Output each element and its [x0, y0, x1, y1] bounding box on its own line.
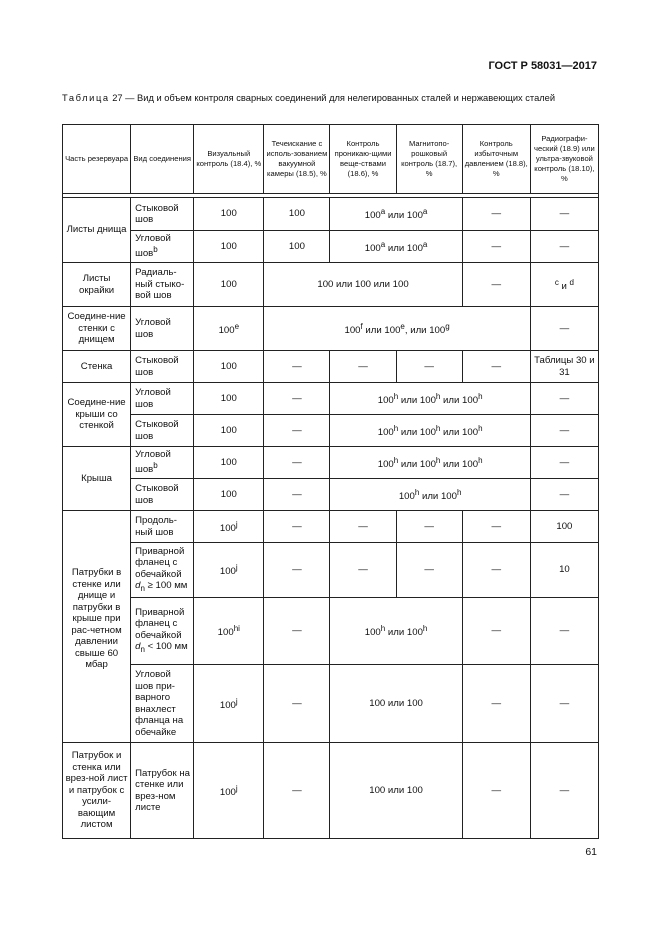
rt-cell: —	[530, 198, 598, 231]
pressure-cell: —	[462, 598, 530, 665]
rt-cell: 10	[530, 543, 598, 598]
table-row	[63, 665, 599, 743]
rt-cell: $^c$ и $^d$	[530, 263, 598, 307]
pressure-cell: —	[462, 231, 530, 263]
kind-cell: Угловой шов	[131, 307, 194, 351]
page-number: 61	[585, 846, 597, 858]
vacuum-cell: —	[264, 447, 330, 479]
col-header-visual: Визуальный контроль (18.4), %	[194, 125, 264, 194]
table-caption	[62, 92, 602, 104]
visual-cell: 100	[194, 231, 264, 263]
rt-cell: —	[530, 447, 598, 479]
pm-cell: 100$^a$ или 100$^a$	[330, 231, 462, 263]
part-cell: Патрубок и стенка или врез-ной лист и патрубок с усили-вающим листом	[63, 743, 131, 839]
kind-cell: Стыковой шов	[131, 415, 194, 447]
col-header-pressure: Контроль избыточным давлением (18.8), %	[462, 125, 530, 194]
part-cell: Патрубки в стенке или днище и патрубки в крыше при рас-четном давлении свыше 60 мбар	[63, 511, 131, 743]
col-header-penetrant: Контроль проникаю-щими веще-ствами (18.6), %	[330, 125, 396, 194]
col-header-vacuum: Течеискание с исполь-зованием вакуумной камеры (18.5), %	[264, 125, 330, 194]
pm-cell: 100 или 100	[330, 743, 462, 839]
vacuum-cell: —	[264, 598, 330, 665]
kind-cell: Угловой шов	[131, 383, 194, 415]
table-row	[63, 598, 599, 665]
vacuum-cell: —	[264, 543, 330, 598]
col-header-radiographic: Радиографи-ческий (18.9) или ультра-звуковой контроль (18.10), %	[530, 125, 598, 194]
rt-cell: —	[530, 743, 598, 839]
rt-cell: —	[530, 479, 598, 511]
table-row	[63, 447, 599, 479]
vacuum-cell: —	[264, 351, 330, 383]
col-header-kind: Вид соединения	[131, 125, 194, 194]
table-row	[63, 479, 599, 511]
rt-cell: —	[530, 415, 598, 447]
visual-cell: 100$^j$	[194, 543, 264, 598]
kind-cell: Радиаль-ный стыко-вой шов	[131, 263, 194, 307]
inspection-table	[62, 124, 599, 839]
table-row	[63, 263, 599, 307]
visual-cell: 100$^j$	[194, 665, 264, 743]
table-row	[63, 307, 599, 351]
table-row	[63, 231, 599, 263]
pm-cell: 100$^h$ или 100$^h$ или 100$^h$	[330, 383, 530, 415]
part-cell: Стенка	[63, 351, 131, 383]
col-header-magnetic: Магнитопо-рошковый контроль (18.7), %	[396, 125, 462, 194]
visual-cell: 100	[194, 415, 264, 447]
vacuum-cell: —	[264, 743, 330, 839]
pm-cell: 100$^f$ или 100e, или 100$^g$	[264, 307, 530, 351]
caption-label: Таблица	[62, 93, 110, 103]
kind-cell: Угловой шов$^b$	[131, 231, 194, 263]
pressure-cell: —	[462, 665, 530, 743]
table-row	[63, 543, 599, 598]
vacuum-cell: —	[264, 479, 330, 511]
part-cell: Соедине-ние крыши со стенкой	[63, 383, 131, 447]
pm-cell: 100 или 100	[330, 665, 462, 743]
document-code: ГОСТ Р 58031—2017	[488, 60, 597, 72]
table-row	[63, 511, 599, 543]
penetrant-cell: —	[330, 543, 396, 598]
rt-cell: —	[530, 307, 598, 351]
pressure-cell: —	[462, 511, 530, 543]
vacuum-cell: —	[264, 383, 330, 415]
part-cell: Листы днища	[63, 198, 131, 263]
vacuum-cell: 100	[264, 231, 330, 263]
pressure-cell: —	[462, 263, 530, 307]
part-cell: Крыша	[63, 447, 131, 511]
kind-cell: Патрубок на стенке или врез-ном листе	[131, 743, 194, 839]
rt-cell: Таблицы 30 и 31	[530, 351, 598, 383]
visual-cell: 100	[194, 479, 264, 511]
magnetic-cell: —	[396, 351, 462, 383]
vacuum-cell: —	[264, 665, 330, 743]
kind-cell: Стыковой шов	[131, 351, 194, 383]
part-cell: Соедине-ние стенки с днищем	[63, 307, 131, 351]
kind-cell: Приварной фланец с обечайкой $d_n < 100$ мм	[131, 598, 194, 665]
pressure-cell: —	[462, 543, 530, 598]
kind-cell: Приварной фланец с обечайкой $d_n \ge 100$ мм	[131, 543, 194, 598]
table-row	[63, 743, 599, 839]
visual-cell: 100e	[194, 307, 264, 351]
visual-cell: 100$^j$	[194, 511, 264, 543]
rt-cell: —	[530, 598, 598, 665]
header-row	[63, 125, 599, 194]
rt-cell: —	[530, 231, 598, 263]
part-cell: Листы окрайки	[63, 263, 131, 307]
vacuum-cell: —	[264, 415, 330, 447]
penetrant-cell: —	[330, 511, 396, 543]
magnetic-cell: —	[396, 511, 462, 543]
table-row	[63, 198, 599, 231]
kind-cell: Продоль-ный шов	[131, 511, 194, 543]
table-row	[63, 351, 599, 383]
kind-cell: Угловой шов при-варного внахлест фланца на обечайке	[131, 665, 194, 743]
rt-cell: 100	[530, 511, 598, 543]
pm-cell: 100$^h$ или 100$^h$	[330, 479, 530, 511]
magnetic-cell: —	[396, 543, 462, 598]
table-row	[63, 383, 599, 415]
pm-cell: 100$^h$ или 100$^h$	[330, 598, 462, 665]
visual-cell: $100^{hi}$	[194, 598, 264, 665]
vacuum-cell: —	[264, 511, 330, 543]
pressure-cell: —	[462, 743, 530, 839]
visual-cell: 100	[194, 447, 264, 479]
table-row	[63, 415, 599, 447]
visual-cell: 100	[194, 198, 264, 231]
col-header-part: Часть резервуара	[63, 125, 131, 194]
visual-cell: 100	[194, 351, 264, 383]
visual-cell: 100	[194, 383, 264, 415]
pm-cell: 100$^a$ или 100$^a$	[330, 198, 462, 231]
penetrant-cell: —	[330, 351, 396, 383]
caption-text: 27 — Вид и объем контроля сварных соединений для нелегированных сталей и нержавеющих сталей	[112, 93, 556, 103]
pm-cell: 100$^h$ или 100$^h$ или 100$^h$	[330, 447, 530, 479]
vacuum-cell: 100	[264, 198, 330, 231]
visual-cell: 100	[194, 263, 264, 307]
kind-cell: Стыковой шов	[131, 479, 194, 511]
rt-cell: —	[530, 383, 598, 415]
pm-cell: 100$^h$ или 100$^h$ или 100$^h$	[330, 415, 530, 447]
visual-cell: 100$^j$	[194, 743, 264, 839]
pm-cell: 100 или 100 или 100	[264, 263, 462, 307]
rt-cell: —	[530, 665, 598, 743]
pressure-cell: —	[462, 351, 530, 383]
kind-cell: Угловой шов$^b$	[131, 447, 194, 479]
kind-cell: Стыковой шов	[131, 198, 194, 231]
pressure-cell: —	[462, 198, 530, 231]
